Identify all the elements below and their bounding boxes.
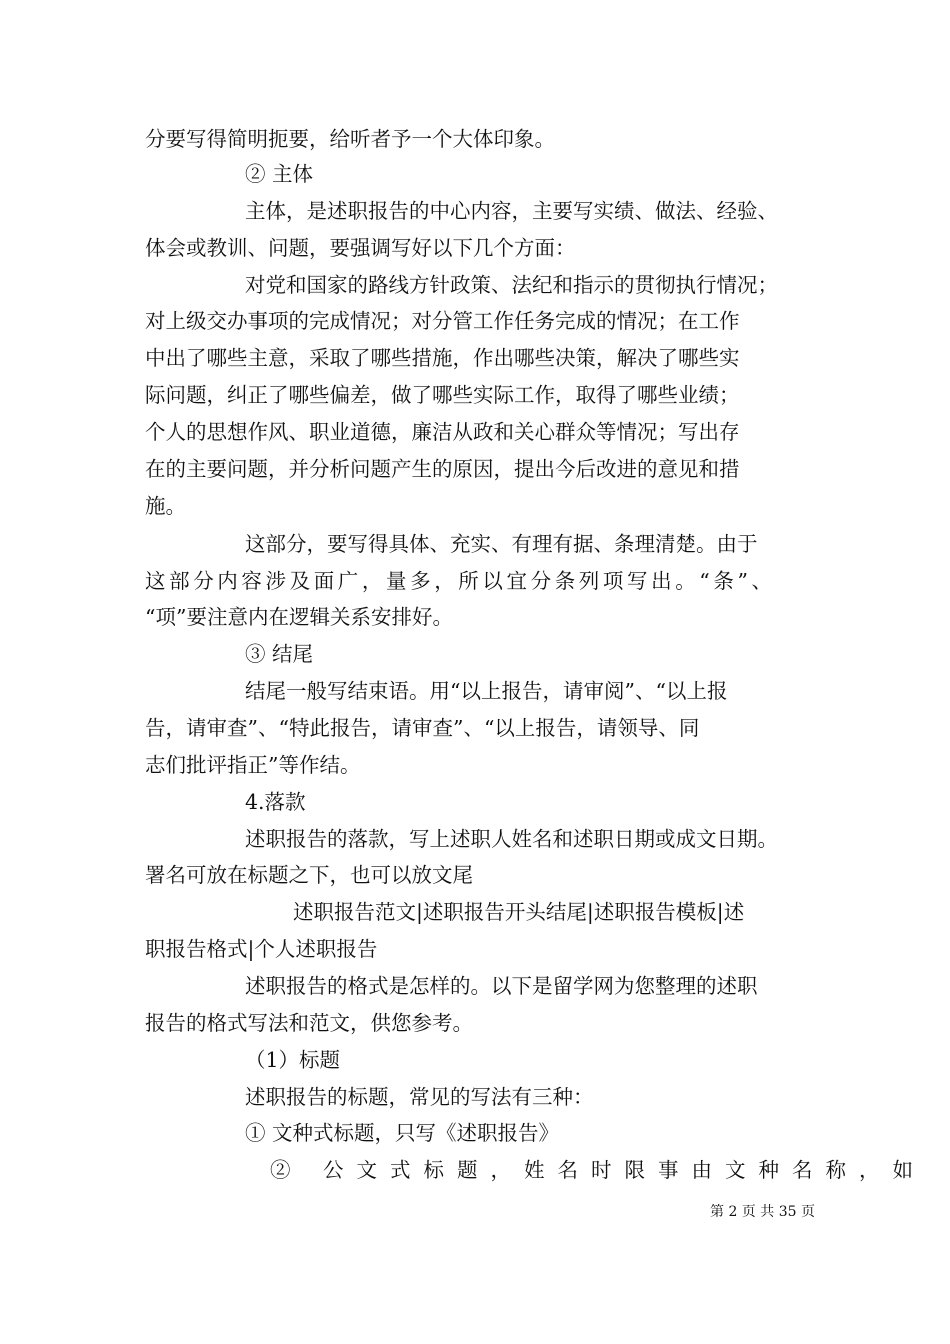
related-links-line: 职报告格式|个人述职报告	[145, 937, 378, 961]
text-line: 际问题，纠正了哪些偏差，做了哪些实际工作，取得了哪些业绩；	[145, 383, 740, 407]
text-line: 主体，是述职报告的中心内容，主要写实绩、做法、经验、	[245, 199, 778, 223]
section-heading-ending: ③ 结尾	[245, 642, 314, 666]
text-line: 对上级交办事项的完成情况；对分管工作任务完成的情况；在工作	[145, 309, 740, 333]
text-line: 分要写得简明扼要，给听者予一个大体印象。	[145, 127, 555, 151]
text-line: 施。	[145, 494, 186, 518]
text-line: ② 公文式标题，姓名时限事由文种名称，如	[270, 1158, 927, 1182]
text-line: 告，请审查”、“特此报告，请审查”、“以上报告，请领导、同	[145, 716, 700, 740]
text-line: 述职报告的落款，写上述职人姓名和述职日期或成文日期。	[245, 827, 778, 851]
text-line: 志们批评指正”等作结。	[145, 753, 361, 777]
text-line: 体会或教训、问题，要强调写好以下几个方面：	[145, 236, 576, 260]
text-line: 报告的格式写法和范文，供您参考。	[145, 1011, 473, 1035]
text-line: 结尾一般写结束语。用“以上报告，请审阅”、“以上报	[245, 679, 728, 703]
page-number-footer: 第 2 页 共 35 页	[710, 1204, 815, 1220]
text-line: ① 文种式标题，只写《述职报告》	[245, 1121, 560, 1145]
text-line: 中出了哪些主意，采取了哪些措施，作出哪些决策，解决了哪些实	[145, 346, 740, 370]
section-heading-main-body: ② 主体	[245, 162, 314, 186]
related-links-line: 述职报告范文|述职报告开头结尾|述职报告模板|述	[293, 900, 745, 924]
text-line: 这部分，要写得具体、充实、有理有据、条理清楚。由于	[245, 532, 758, 556]
section-heading-title: （1）标题	[245, 1048, 341, 1072]
text-line: 对党和国家的路线方针政策、法纪和指示的贯彻执行情况；	[245, 273, 778, 297]
text-line: 这部分内容涉及面广，量多，所以宜分条列项写出。“条”、	[145, 569, 776, 593]
section-heading-signature: 4.落款	[245, 790, 306, 814]
text-line: 在的主要问题，并分析问题产生的原因，提出今后改进的意见和措	[145, 457, 740, 481]
text-line: “项”要注意内在逻辑关系安排好。	[145, 605, 453, 629]
text-line: 述职报告的格式是怎样的。以下是留学网为您整理的述职	[245, 974, 758, 998]
text-line: 署名可放在标题之下，也可以放文尾	[145, 863, 473, 887]
text-line: 述职报告的标题，常见的写法有三种：	[245, 1085, 594, 1109]
text-line: 个人的思想作风、职业道德，廉洁从政和关心群众等情况；写出存	[145, 420, 740, 444]
